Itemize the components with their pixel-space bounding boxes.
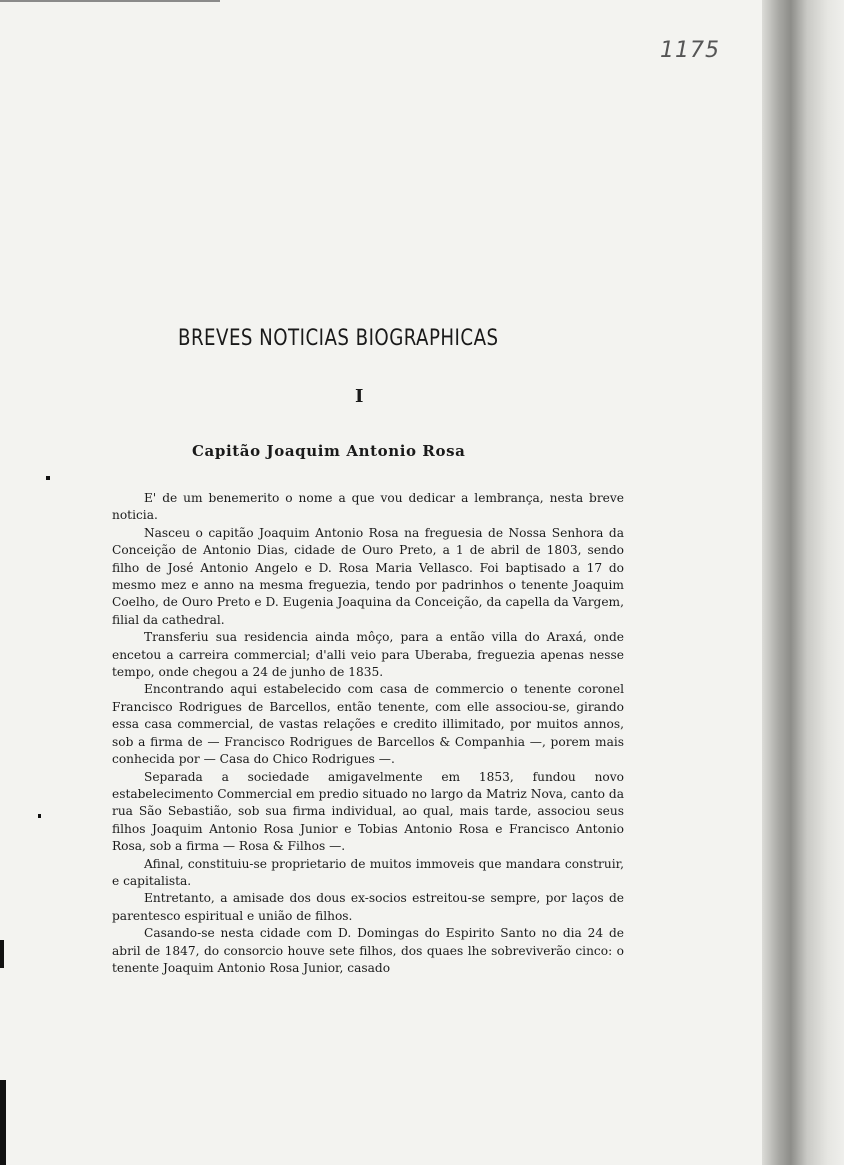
section-subtitle: Capitão Joaquim Antonio Rosa	[192, 442, 466, 460]
paragraph: Transferiu sua residencia ainda môço, para a então villa do Araxá, onde encetou a carreira commercial; d'alli veio para Uberaba, freguezia apenas nesse tempo, onde chegou a 24 de junho de 1835.	[112, 630, 624, 680]
binding-shadow	[762, 0, 844, 1165]
margin-mark	[0, 940, 4, 968]
section-number: I	[355, 386, 364, 407]
handwritten-page-number: 1175	[660, 38, 720, 63]
top-rule	[0, 0, 220, 2]
body-text	[112, 490, 624, 977]
paragraph: Encontrando aqui estabelecido com casa de commercio o tenente coronel Francisco Rodrigues de Barcellos, então tenente, com elle associou-se, girando essa casa commercial, de vastas relações e credito illimitado, por muitos annos, sob a firma de — Francisco Rodrigues de Barcellos & Companhia —, porem mais conhecida por — Casa do Chico Rodrigues —.	[112, 682, 624, 767]
paragraph: Casando-se nesta cidade com D. Domingas do Espirito Santo no dia 24 de abril de 1847, do consorcio houve sete filhos, dos quaes lhe sobreviverão cinco: o tenente Joaquim Antonio Rosa Junior, casado	[112, 926, 624, 975]
paragraph: Afinal, constituiu-se proprietario de muitos immoveis que mandara construir, e capitalista.	[112, 856, 624, 888]
margin-mark	[38, 814, 41, 818]
paragraph: Entretanto, a amisade dos dous ex-socios estreitou-se sempre, por laços de parentesco espiritual e união de filhos.	[112, 891, 624, 923]
paragraph: Nasceu o capitão Joaquim Antonio Rosa na freguesia de Nossa Senhora da Conceição de Antonio Dias, cidade de Ouro Preto, a 1 de abril de 1803, sendo filho de José Antonio Angelo e D. Rosa Maria Vellasco. Foi baptisado a 17 do mesmo mez e anno na mesma freguezia, tendo por padrinhos o tenente Joaquim Coelho, de Ouro Preto e D. Eugenia Joaquina da Conceição, da capella da Vargem, filial da cathedral.	[112, 525, 624, 627]
paragraph: E' de um benemerito o nome a que vou dedicar a lembrança, nesta breve noticia.	[112, 491, 624, 523]
paragraph: Separada a sociedade amigavelmente em 1853, fundou novo estabelecimento Commercial em predio situado no largo da Matriz Nova, canto da rua São Sebastião, sob sua firma individual, ao qual, mais tarde, associou seus filhos Joaquim Antonio Rosa Junior e Tobias Antonio Rosa e Francisco Antonio Rosa, sob a firma — Rosa & Filhos —.	[112, 769, 624, 854]
margin-mark	[0, 1080, 6, 1165]
margin-mark	[46, 476, 50, 480]
page-title: BREVES NOTICIAS BIOGRAPHICAS	[178, 326, 499, 351]
